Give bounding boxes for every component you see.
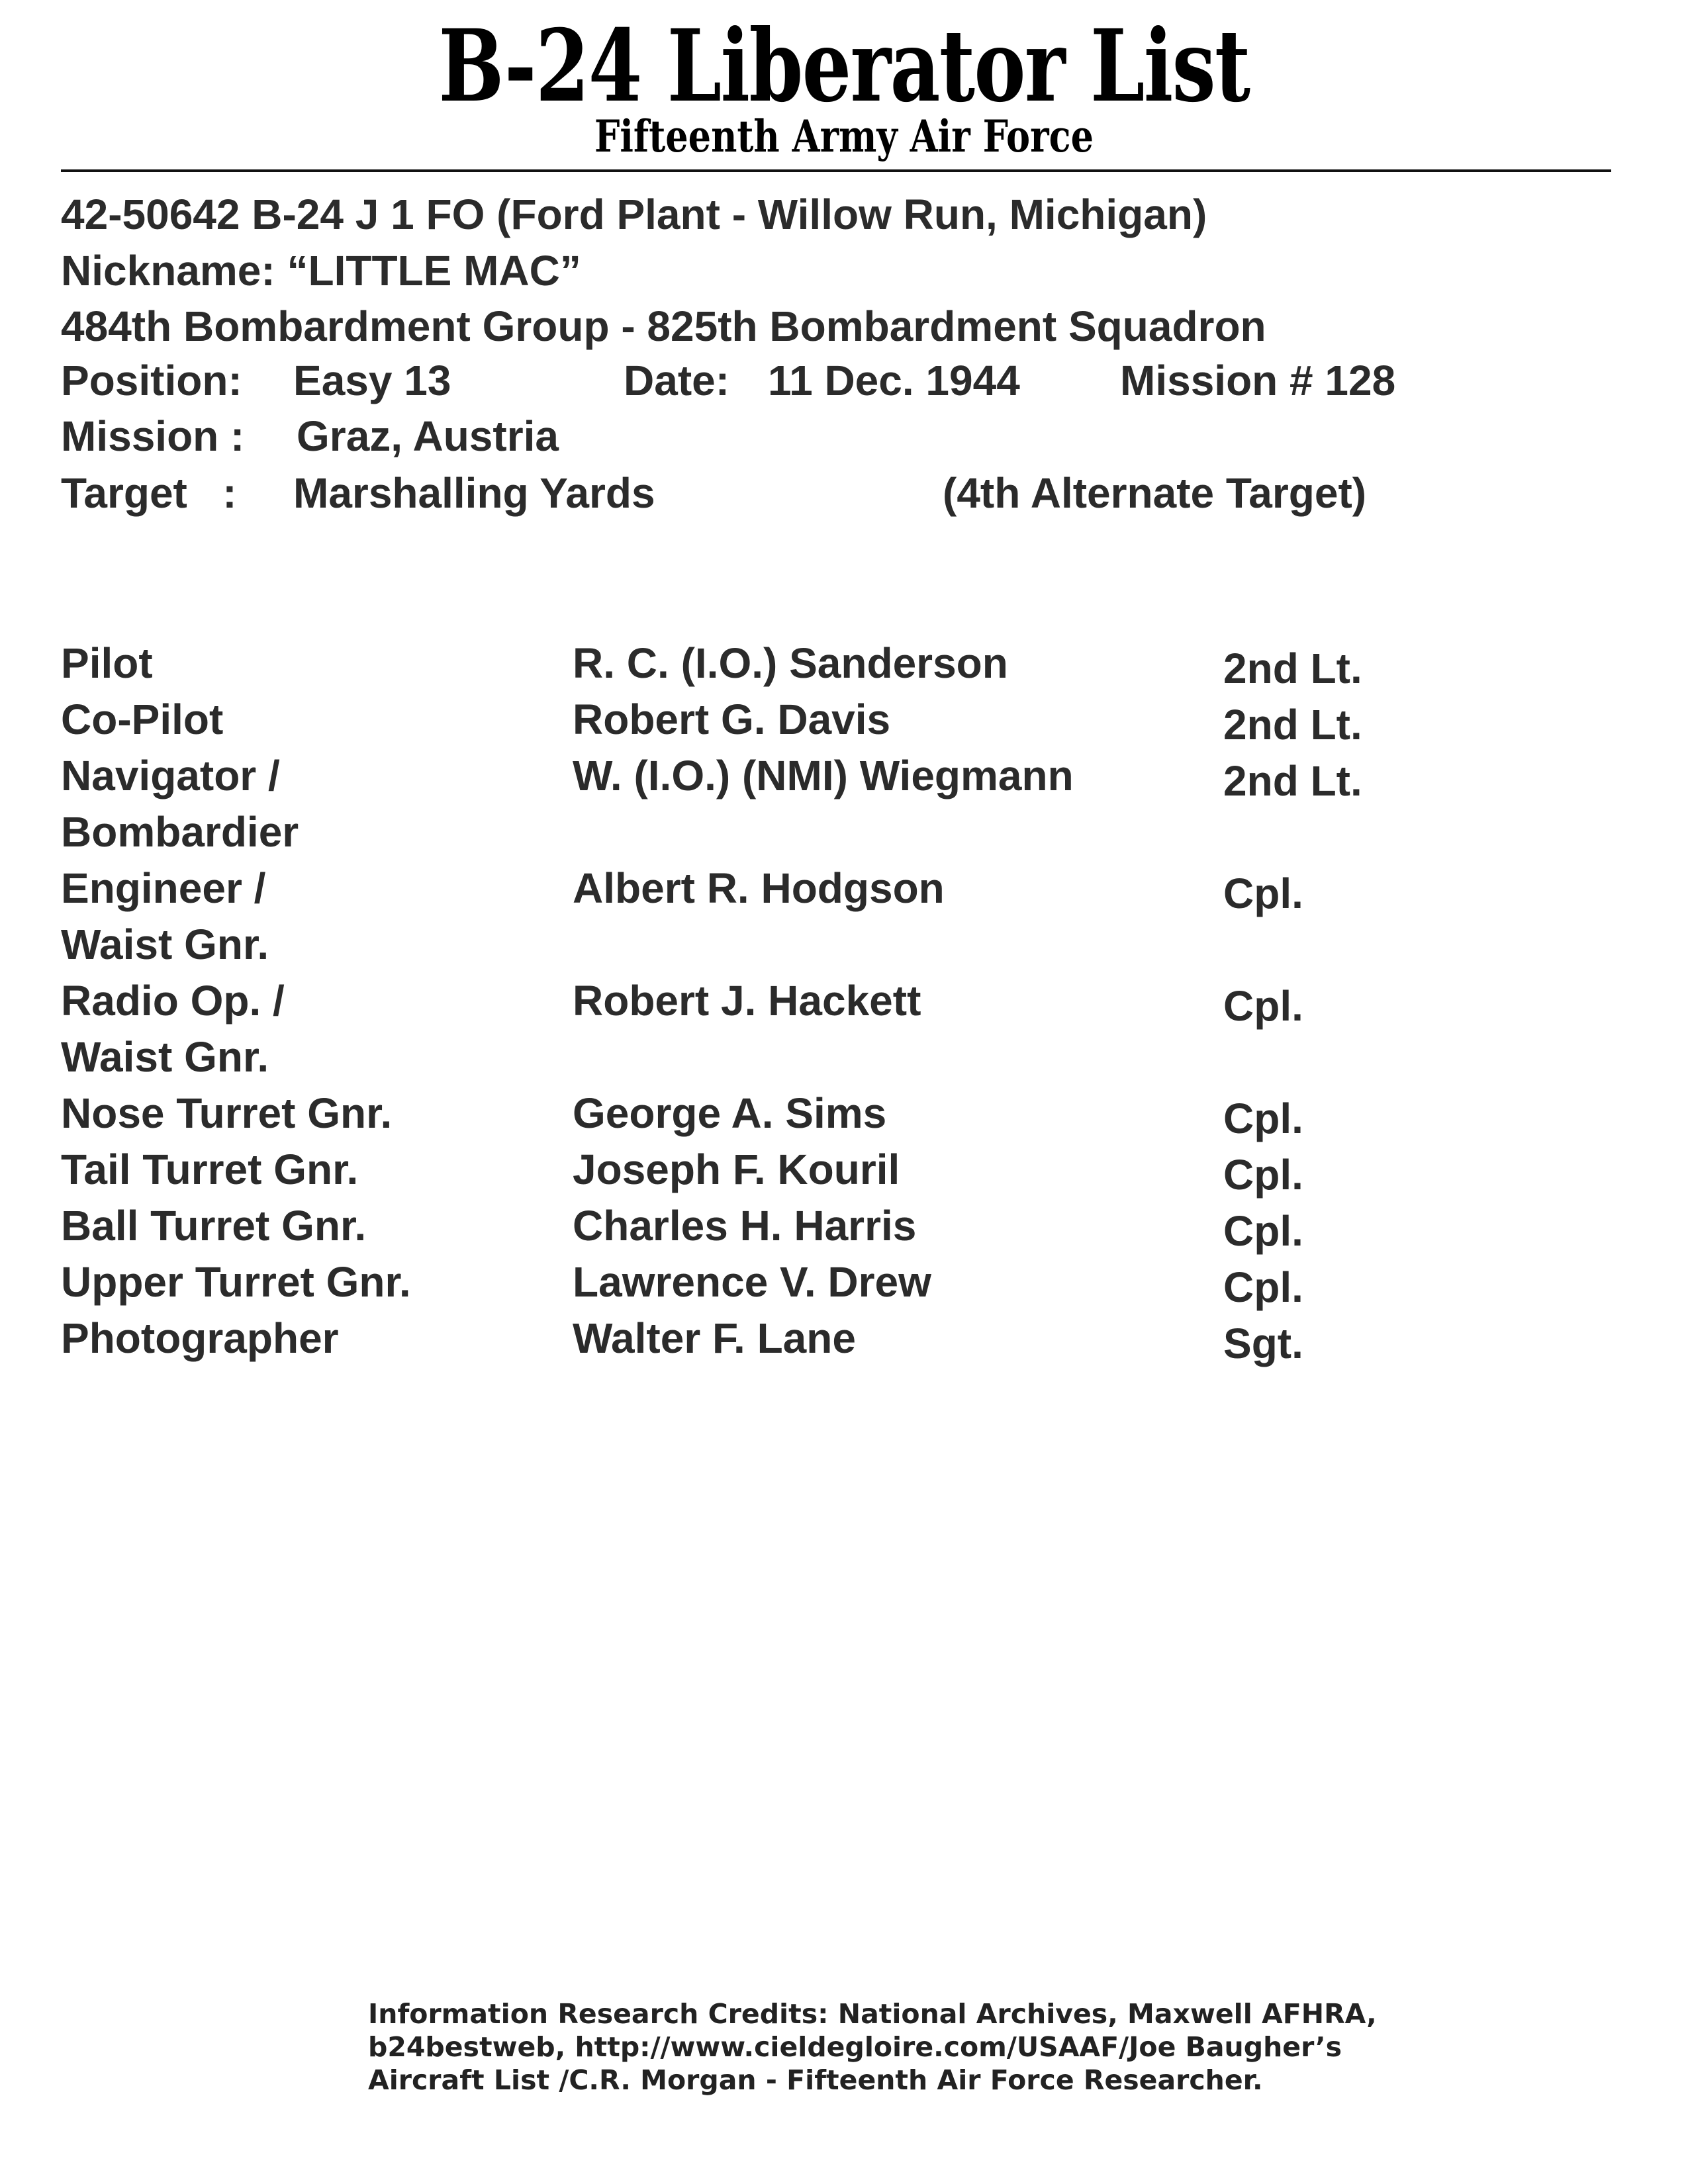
crew-name: Robert G. Davis bbox=[573, 696, 891, 743]
crew-name: Robert J. Hackett bbox=[573, 977, 921, 1024]
mission-label: Mission : bbox=[61, 412, 245, 460]
nickname-line: Nickname: “LITTLE MAC” bbox=[61, 247, 581, 295]
crew-role: Co-Pilot bbox=[61, 696, 224, 743]
position-value: Easy 13 bbox=[293, 357, 451, 404]
research-credits bbox=[368, 1997, 1460, 2097]
crew-role-continued: Bombardier bbox=[61, 808, 299, 856]
target-label: Target : bbox=[61, 469, 237, 517]
crew-rank: Cpl. bbox=[1223, 1263, 1303, 1311]
crew-name: W. (I.O.) (NMI) Wiegmann bbox=[573, 752, 1074, 799]
crew-rank: 2nd Lt. bbox=[1223, 645, 1362, 692]
crew-name: Lawrence V. Drew bbox=[573, 1258, 931, 1306]
crew-rank: Sgt. bbox=[1223, 1320, 1303, 1367]
position-label: Position: bbox=[61, 357, 242, 404]
crew-role: Photographer bbox=[61, 1314, 339, 1362]
serial-line: 42-50642 B-24 J 1 FO (Ford Plant - Willow Run, Michigan) bbox=[61, 191, 1207, 238]
crew-role: Upper Turret Gnr. bbox=[61, 1258, 411, 1306]
unit-line: 484th Bombardment Group - 825th Bombardment Squadron bbox=[61, 302, 1266, 350]
crew-role-continued: Waist Gnr. bbox=[61, 921, 269, 968]
crew-role: Navigator / bbox=[61, 752, 280, 799]
crew-name: Albert R. Hodgson bbox=[573, 864, 945, 912]
crew-rank: Cpl. bbox=[1223, 1151, 1303, 1199]
crew-name: George A. Sims bbox=[573, 1089, 887, 1137]
crew-name: R. C. (I.O.) Sanderson bbox=[573, 639, 1008, 687]
target-note: (4th Alternate Target) bbox=[943, 469, 1367, 517]
crew-role-continued: Waist Gnr. bbox=[61, 1033, 269, 1081]
crew-rank: Cpl. bbox=[1223, 870, 1303, 917]
page-subtitle: Fifteenth Army Air Force bbox=[594, 111, 1094, 162]
mission-number: Mission # 128 bbox=[1120, 357, 1396, 404]
credits-line: Information Research Credits: National Archives, Maxwell AFHRA, bbox=[368, 1998, 1377, 2030]
date-label: Date: bbox=[624, 357, 730, 404]
crew-rank: Cpl. bbox=[1223, 982, 1303, 1030]
date-value: 11 Dec. 1944 bbox=[768, 357, 1020, 404]
crew-name: Charles H. Harris bbox=[573, 1202, 917, 1250]
crew-rank: Cpl. bbox=[1223, 1095, 1303, 1142]
credits-line: b24bestweb, http://www.cieldegloire.com/USAAF/Joe Baugher’s bbox=[368, 2031, 1342, 2063]
crew-role: Engineer / bbox=[61, 864, 266, 912]
crew-role: Pilot bbox=[61, 639, 153, 687]
crew-role: Tail Turret Gnr. bbox=[61, 1146, 359, 1193]
crew-name: Walter F. Lane bbox=[573, 1314, 856, 1362]
crew-name: Joseph F. Kouril bbox=[573, 1146, 900, 1193]
crew-role: Radio Op. / bbox=[61, 977, 285, 1024]
crew-rank: Cpl. bbox=[1223, 1207, 1303, 1255]
credits-line: Aircraft List /C.R. Morgan - Fifteenth Air Force Researcher. bbox=[368, 2064, 1263, 2096]
crew-rank: 2nd Lt. bbox=[1223, 701, 1362, 749]
crew-rank: 2nd Lt. bbox=[1223, 757, 1362, 805]
crew-role: Nose Turret Gnr. bbox=[61, 1089, 393, 1137]
mission-value: Graz, Austria bbox=[297, 412, 559, 460]
target-value: Marshalling Yards bbox=[293, 469, 655, 517]
crew-role: Ball Turret Gnr. bbox=[61, 1202, 367, 1250]
page-title: B-24 Liberator List bbox=[438, 8, 1250, 124]
header-divider bbox=[61, 169, 1611, 172]
